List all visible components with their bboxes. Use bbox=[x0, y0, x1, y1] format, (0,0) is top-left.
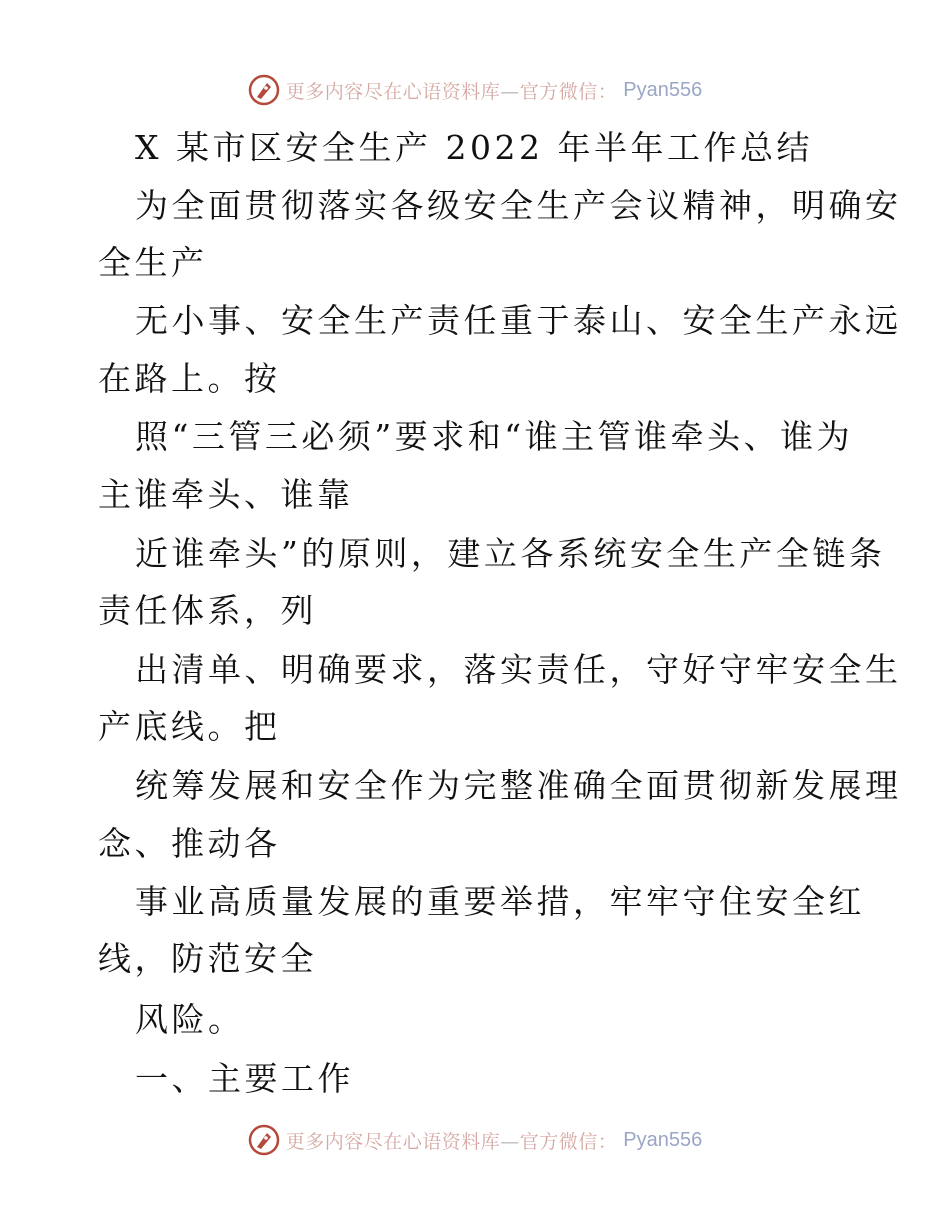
watermark-text: 更多内容尽在心语资料库—官方微信： bbox=[285, 1130, 618, 1153]
paragraph-line: 为全面贯彻落实各级安全生产会议精神，明确安 bbox=[135, 186, 902, 225]
paragraph-line: 责任体系，列 bbox=[98, 591, 317, 630]
paragraph-line: 主谁牵头、谁靠 bbox=[98, 475, 354, 514]
watermark-text: 更多内容尽在心语资料库—官方微信： bbox=[285, 80, 618, 103]
paragraph-line: 出清单、明确要求，落实责任，守好守牢安全生 bbox=[135, 650, 902, 689]
paragraph-line: 全生产 bbox=[98, 243, 208, 282]
paragraph-line: 无小事、安全生产责任重于泰山、安全生产永远 bbox=[135, 301, 902, 340]
watermark-header bbox=[0, 72, 950, 108]
watermark-footer bbox=[0, 1122, 950, 1158]
paragraph-line: 事业高质量发展的重要举措，牢牢守住安全红 bbox=[135, 882, 865, 921]
paragraph-line: 近谁牵头”的原则，建立各系统安全生产全链条 bbox=[135, 534, 886, 573]
paragraph-line: 风险。 bbox=[135, 1000, 245, 1039]
paragraph-line: 念、推动各 bbox=[98, 824, 281, 863]
paragraph-line: 线，防范安全 bbox=[98, 939, 317, 978]
watermark-wechat-id: Pyan556 bbox=[623, 1128, 703, 1151]
pen-nib-logo-icon bbox=[248, 1124, 280, 1156]
paragraph-line: 在路上。按 bbox=[98, 359, 281, 398]
section-heading: 一、主要工作 bbox=[135, 1059, 354, 1098]
watermark-wechat-id: Pyan556 bbox=[623, 78, 703, 101]
pen-nib-logo-icon bbox=[248, 74, 280, 106]
paragraph-line: 统筹发展和安全作为完整准确全面贯彻新发展理 bbox=[135, 766, 902, 805]
paragraph-line: 照“三管三必须”要求和“谁主管谁牵头、谁为 bbox=[135, 417, 854, 456]
document-title: X 某市区安全生产 2022 年半年工作总结 bbox=[135, 128, 813, 167]
paragraph-line: 产底线。把 bbox=[98, 707, 281, 746]
